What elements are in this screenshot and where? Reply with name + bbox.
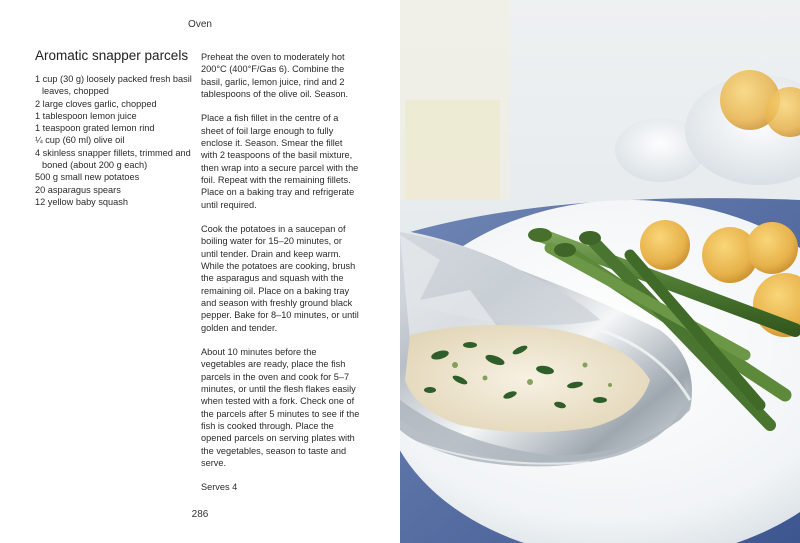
recipe-photo [400,0,800,543]
method-steps [201,51,361,506]
ingredient-item: 500 g small new potatoes [35,172,140,183]
food-photo-illustration [400,0,800,543]
serves-line: Serves 4 [201,482,238,493]
ingredient-item: 12 yellow baby squash [35,196,128,207]
method-step: Place a fish fillet in the centre of a sheet of foil large enough to fully enclose it. Season. Smear the fillet with 2 teaspoons of the basil mixture, then wrap into a secure parcel with the foil. Repeat with the remaining fillets. Place on a baking tray and refrigerate until required. [201,113,359,210]
method-step: Cook the potatoes in a saucepan of boiling water for 15–20 minutes, or until tender. Drain and keep warm. While the potatoes are cooking, brush the asparagus and squash with the remaining oil. Place on a baking tray and season with freshly ground black pepper. Bake for 8–10 minutes, or until golden and tender. [201,224,359,333]
ingredient-item: 1 teaspoon grated lemon rind [35,123,155,134]
ingredient-item: 1 tablespoon lemon juice [35,110,137,121]
ingredient-item: 20 asparagus spears [35,184,121,195]
section-header: Oven [188,19,212,30]
method-step: About 10 minutes before the vegetables are ready, place the fish parcels in the oven and cook for 5–7 minutes, or until the flesh flakes easily when tested with a fork. Check one of the parcels after 5 minutes to see if the fish is cooked through. Place the opened parcels on serving plates with the vegetables, season to taste and serve. [201,347,360,468]
page-number: 286 [191,509,209,520]
ingredient-list [35,73,197,208]
ingredient-item: ¼ cup (60 ml) olive oil [35,135,125,146]
ingredient-item: 1 cup (30 g) loosely packed fresh basil leaves, chopped [35,74,192,97]
recipe-title: Aromatic snapper parcels [35,48,189,63]
method-step: Preheat the oven to moderately hot 200°C (400°F/Gas 6). Combine the basil, garlic, lemon juice, rind and 2 tablespoons of the olive oil. Season. [201,52,349,99]
ingredient-item: 4 skinless snapper fillets, trimmed and boned (about 200 g each) [35,147,191,171]
ingredient-item: 2 large cloves garlic, chopped [35,98,157,109]
